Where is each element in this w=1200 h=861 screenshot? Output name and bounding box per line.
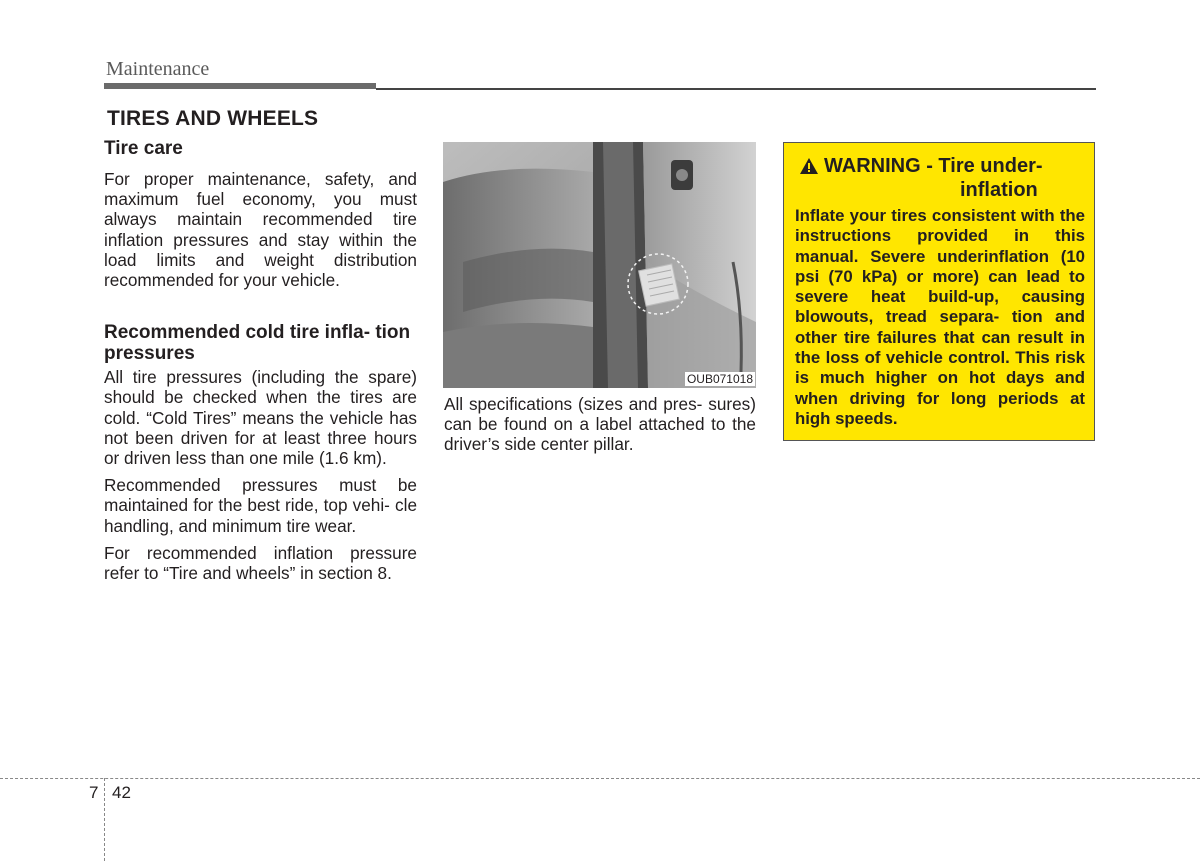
page-number: 42	[112, 783, 131, 802]
cold-pressure-paragraph-1: All tire pressures (including the spare) should be checked when the tires are cold. “Cold Tires” means the vehicle has not been driven for at least three hours or driven less than one mile (1.6 km).	[104, 367, 417, 469]
cold-pressure-heading: Recommended cold tire infla- tion pressures	[104, 322, 411, 365]
middle-column	[444, 394, 756, 455]
section-label: Maintenance	[106, 58, 210, 80]
tire-care-intro: For proper maintenance, safety, and maximum fuel economy, you must always maintain recommended tire inflation pressures and stay within the load limits and weight distribution recommended for your vehicle.	[104, 169, 417, 291]
chapter-number: 7	[89, 783, 99, 802]
tire-care-heading: Tire care	[104, 138, 183, 159]
page-title: TIRES AND WHEELS	[107, 107, 319, 130]
figure-code: OUB071018	[686, 372, 753, 386]
footer-vertical-rule	[104, 778, 105, 861]
warning-heading	[800, 155, 1086, 201]
warning-title: WARNING - Tire under-	[824, 155, 1043, 177]
header-rule-thin	[376, 88, 1096, 90]
door-pillar-illustration	[443, 142, 756, 388]
left-column	[104, 138, 417, 583]
tire-label-figure	[443, 142, 756, 388]
warning-triangle-icon	[800, 157, 818, 179]
warning-body: Inflate your tires consistent with the instructions provided in this manual. Severe underinflation (10 psi (70 kPa) or more) can lead to severe heat build-up, causing blowouts, tread separa- tion and other tire failures that can result in the loss of vehicle control. This risk is much higher on hot days and when driving for long periods at high speeds.	[795, 206, 1085, 428]
cold-pressure-paragraph-2: Recommended pressures must be maintained for the best ride, top vehi- cle handling, and minimum tire wear.	[104, 475, 417, 536]
footer-dashed-rule	[0, 778, 1200, 779]
header-rule-thick	[104, 83, 376, 89]
warning-box	[783, 142, 1095, 441]
warning-title-line2: inflation	[960, 179, 1038, 201]
figure-caption: All specifications (sizes and pres- sures) can be found on a label attached to the driver’s side center pillar.	[444, 394, 756, 455]
cold-pressure-paragraph-3: For recommended inflation pressure refer to “Tire and wheels” in section 8.	[104, 542, 417, 584]
